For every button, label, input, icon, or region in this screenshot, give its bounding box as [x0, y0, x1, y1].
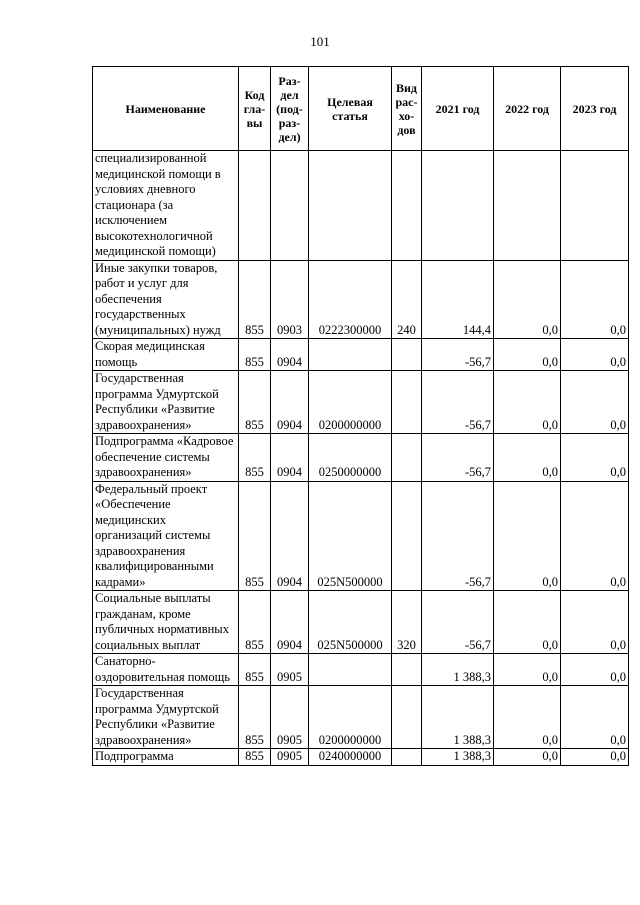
- row-article: 0200000000: [309, 371, 392, 434]
- table-row: [93, 434, 629, 482]
- row-expense: [392, 371, 422, 434]
- row-expense: [392, 434, 422, 482]
- row-expense: 320: [392, 591, 422, 654]
- table-row: [93, 481, 629, 591]
- row-expense: 240: [392, 260, 422, 339]
- header-target-article: Целевая статья: [309, 67, 392, 151]
- row-2022: 0,0: [494, 434, 561, 482]
- row-section: 0905: [271, 749, 309, 766]
- row-2022: 0,0: [494, 481, 561, 591]
- row-article: [309, 151, 392, 261]
- row-name: Социальные выплаты гражданам, кроме публичных нормативных социальных выплат: [93, 591, 239, 654]
- row-code: 855: [239, 481, 271, 591]
- row-name: Федеральный проект «Обеспечение медицинских организаций системы здравоохранения квалифицированными кадрами»: [93, 481, 239, 591]
- row-2021: -56,7: [422, 481, 494, 591]
- row-2021: [422, 151, 494, 261]
- row-name: Скорая медицинская помощь: [93, 339, 239, 371]
- table-row: [93, 339, 629, 371]
- row-2022: [494, 151, 561, 261]
- budget-table: [92, 66, 629, 766]
- row-expense: [392, 686, 422, 749]
- row-2023: 0,0: [561, 591, 629, 654]
- row-2021: 144,4: [422, 260, 494, 339]
- row-expense: [392, 481, 422, 591]
- row-2022: 0,0: [494, 654, 561, 686]
- row-2022: 0,0: [494, 686, 561, 749]
- row-code: 855: [239, 749, 271, 766]
- row-article: 0200000000: [309, 686, 392, 749]
- row-section: 0905: [271, 654, 309, 686]
- table-row: [93, 260, 629, 339]
- row-name: Подпрограмма: [93, 749, 239, 766]
- header-expense-type: Вид рас- хо- дов: [392, 67, 422, 151]
- row-expense: [392, 654, 422, 686]
- row-2022: 0,0: [494, 749, 561, 766]
- row-code: 855: [239, 654, 271, 686]
- header-section: Раз- дел (под- раз- дел): [271, 67, 309, 151]
- row-2021: -56,7: [422, 434, 494, 482]
- row-name: Санаторно-оздоровительная помощь: [93, 654, 239, 686]
- row-2023: [561, 151, 629, 261]
- row-2021: 1 388,3: [422, 654, 494, 686]
- table-row: [93, 686, 629, 749]
- row-section: 0904: [271, 481, 309, 591]
- row-section: [271, 151, 309, 261]
- row-2022: 0,0: [494, 371, 561, 434]
- header-name: Наименование: [93, 67, 239, 151]
- row-2023: 0,0: [561, 434, 629, 482]
- row-code: 855: [239, 339, 271, 371]
- row-section: 0904: [271, 434, 309, 482]
- row-2021: -56,7: [422, 371, 494, 434]
- row-2023: 0,0: [561, 481, 629, 591]
- table-row: [93, 749, 629, 766]
- row-code: [239, 151, 271, 261]
- row-article: 0250000000: [309, 434, 392, 482]
- row-expense: [392, 151, 422, 261]
- row-2023: 0,0: [561, 260, 629, 339]
- row-section: 0903: [271, 260, 309, 339]
- table-row: [93, 151, 629, 261]
- row-2023: 0,0: [561, 686, 629, 749]
- row-name: Государственная программа Удмуртской Республики «Развитие здравоохранения»: [93, 686, 239, 749]
- row-code: 855: [239, 686, 271, 749]
- row-article: [309, 339, 392, 371]
- row-2023: 0,0: [561, 749, 629, 766]
- row-section: 0904: [271, 591, 309, 654]
- row-2021: 1 388,3: [422, 686, 494, 749]
- row-article: [309, 654, 392, 686]
- page-number: 101: [310, 34, 330, 49]
- row-code: 855: [239, 260, 271, 339]
- table-row: [93, 371, 629, 434]
- row-name: Подпрограмма «Кадровое обеспечение системы здравоохранения»: [93, 434, 239, 482]
- row-2023: 0,0: [561, 339, 629, 371]
- row-2022: 0,0: [494, 591, 561, 654]
- row-expense: [392, 749, 422, 766]
- row-2022: 0,0: [494, 339, 561, 371]
- table-header-row: [93, 67, 629, 151]
- row-code: 855: [239, 371, 271, 434]
- row-name: Государственная программа Удмуртской Республики «Развитие здравоохранения»: [93, 371, 239, 434]
- header-code: Код гла- вы: [239, 67, 271, 151]
- table-row: [93, 654, 629, 686]
- row-code: 855: [239, 434, 271, 482]
- row-section: 0904: [271, 371, 309, 434]
- header-2022: 2022 год: [494, 67, 561, 151]
- row-code: 855: [239, 591, 271, 654]
- row-name: Иные закупки товаров, работ и услуг для обеспечения государственных (муниципальных) нужд: [93, 260, 239, 339]
- row-article: 025N500000: [309, 481, 392, 591]
- table-row: [93, 591, 629, 654]
- row-article: 025N500000: [309, 591, 392, 654]
- row-2021: -56,7: [422, 339, 494, 371]
- row-name: специализированной медицинской помощи в условиях дневного стационара (за исключением высокотехнологичной медицинской помощи): [93, 151, 239, 261]
- row-2021: -56,7: [422, 591, 494, 654]
- row-article: 0240000000: [309, 749, 392, 766]
- row-2021: 1 388,3: [422, 749, 494, 766]
- row-section: 0904: [271, 339, 309, 371]
- row-2022: 0,0: [494, 260, 561, 339]
- row-article: 0222300000: [309, 260, 392, 339]
- row-section: 0905: [271, 686, 309, 749]
- header-2021: 2021 год: [422, 67, 494, 151]
- row-expense: [392, 339, 422, 371]
- row-2023: 0,0: [561, 371, 629, 434]
- header-2023: 2023 год: [561, 67, 629, 151]
- row-2023: 0,0: [561, 654, 629, 686]
